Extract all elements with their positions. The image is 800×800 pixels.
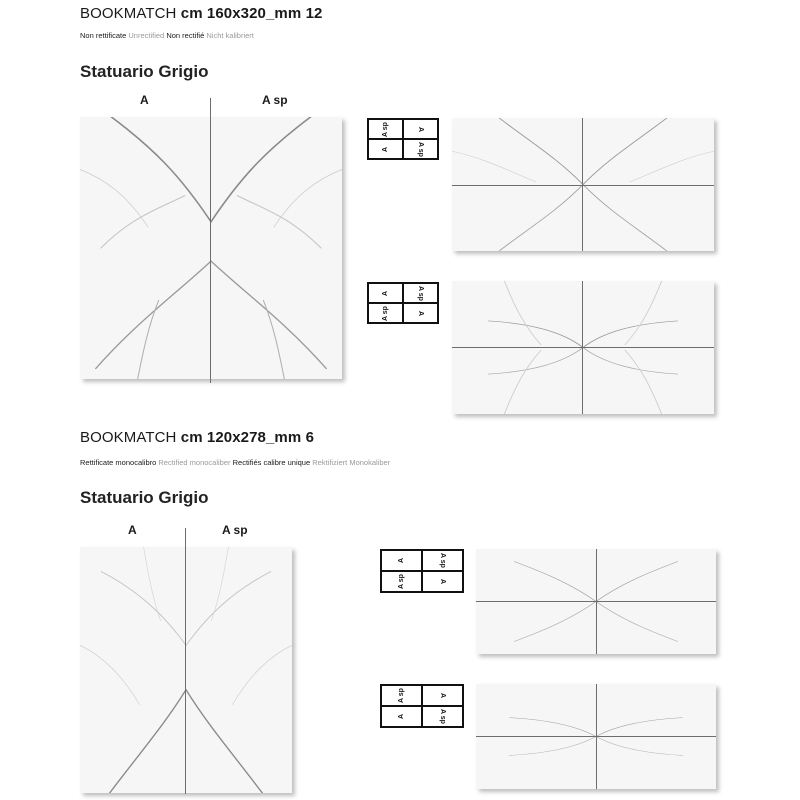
marble-pattern (80, 117, 342, 379)
layout-cell: A sp (381, 685, 422, 706)
section1-subtitle (80, 31, 254, 40)
heading-light-text: BOOKMATCH (80, 429, 177, 446)
layout-cell: A sp (403, 283, 438, 303)
layout-diagram-2 (367, 282, 439, 324)
layout-preview-1 (452, 118, 714, 251)
slab-label-a-sp: A sp (222, 523, 248, 537)
layout-diagram-4 (380, 684, 464, 728)
layout-diagram-3 (380, 549, 464, 593)
layout-cell: A sp (422, 706, 463, 727)
subtitle-de: Rektifiziert Monokaliber (312, 458, 391, 467)
subtitle-en: Unrectified (128, 31, 165, 40)
layout-cell: A (368, 283, 403, 303)
slab-label-a: A (140, 93, 149, 107)
bookmatch-slab-pair (80, 547, 292, 793)
subtitle-en: Rectified monocaliber (158, 458, 231, 467)
bookmatch-slab-pair (80, 117, 342, 379)
marble-pattern (80, 547, 292, 793)
subtitle-it: Rettificate monocalibro (80, 458, 157, 467)
layout-cell: A (403, 119, 438, 139)
section1-heading (80, 5, 322, 22)
subtitle-de: Nicht kalibriert (206, 31, 254, 40)
layout-cell: A (422, 685, 463, 706)
layout-cell: A (381, 706, 422, 727)
bookmatch-seam (210, 98, 211, 383)
layout-cell: A sp (422, 550, 463, 571)
product-name: Statuario Grigio (80, 488, 209, 507)
layout-cell: A (368, 139, 403, 159)
product-name: Statuario Grigio (80, 62, 209, 81)
layout-cell: A sp (403, 139, 438, 159)
subtitle-fr: Rectifiés calibre unique (232, 458, 311, 467)
layout-cell: A sp (381, 571, 422, 592)
layout-preview-2 (452, 281, 714, 414)
slab-label-a-sp: A sp (262, 93, 288, 107)
layout-preview-4 (476, 684, 716, 789)
layout-diagram-1 (367, 118, 439, 160)
section2-subtitle (80, 458, 390, 467)
layout-cell: A sp (368, 119, 403, 139)
layout-cell: A (422, 571, 463, 592)
section2-heading (80, 429, 314, 446)
heading-bold-text: cm 160x320_mm 12 (180, 5, 323, 22)
heading-bold-text: cm 120x278_mm 6 (180, 429, 315, 446)
layout-cell: A (381, 550, 422, 571)
layout-preview-3 (476, 549, 716, 654)
slab-label-a: A (128, 523, 137, 537)
layout-cell: A sp (368, 303, 403, 323)
subtitle-it: Non rettificate (80, 31, 127, 40)
layout-cell: A (403, 303, 438, 323)
subtitle-fr: Non rectifié (166, 31, 205, 40)
heading-light-text: BOOKMATCH (80, 5, 177, 22)
bookmatch-seam (185, 528, 186, 794)
